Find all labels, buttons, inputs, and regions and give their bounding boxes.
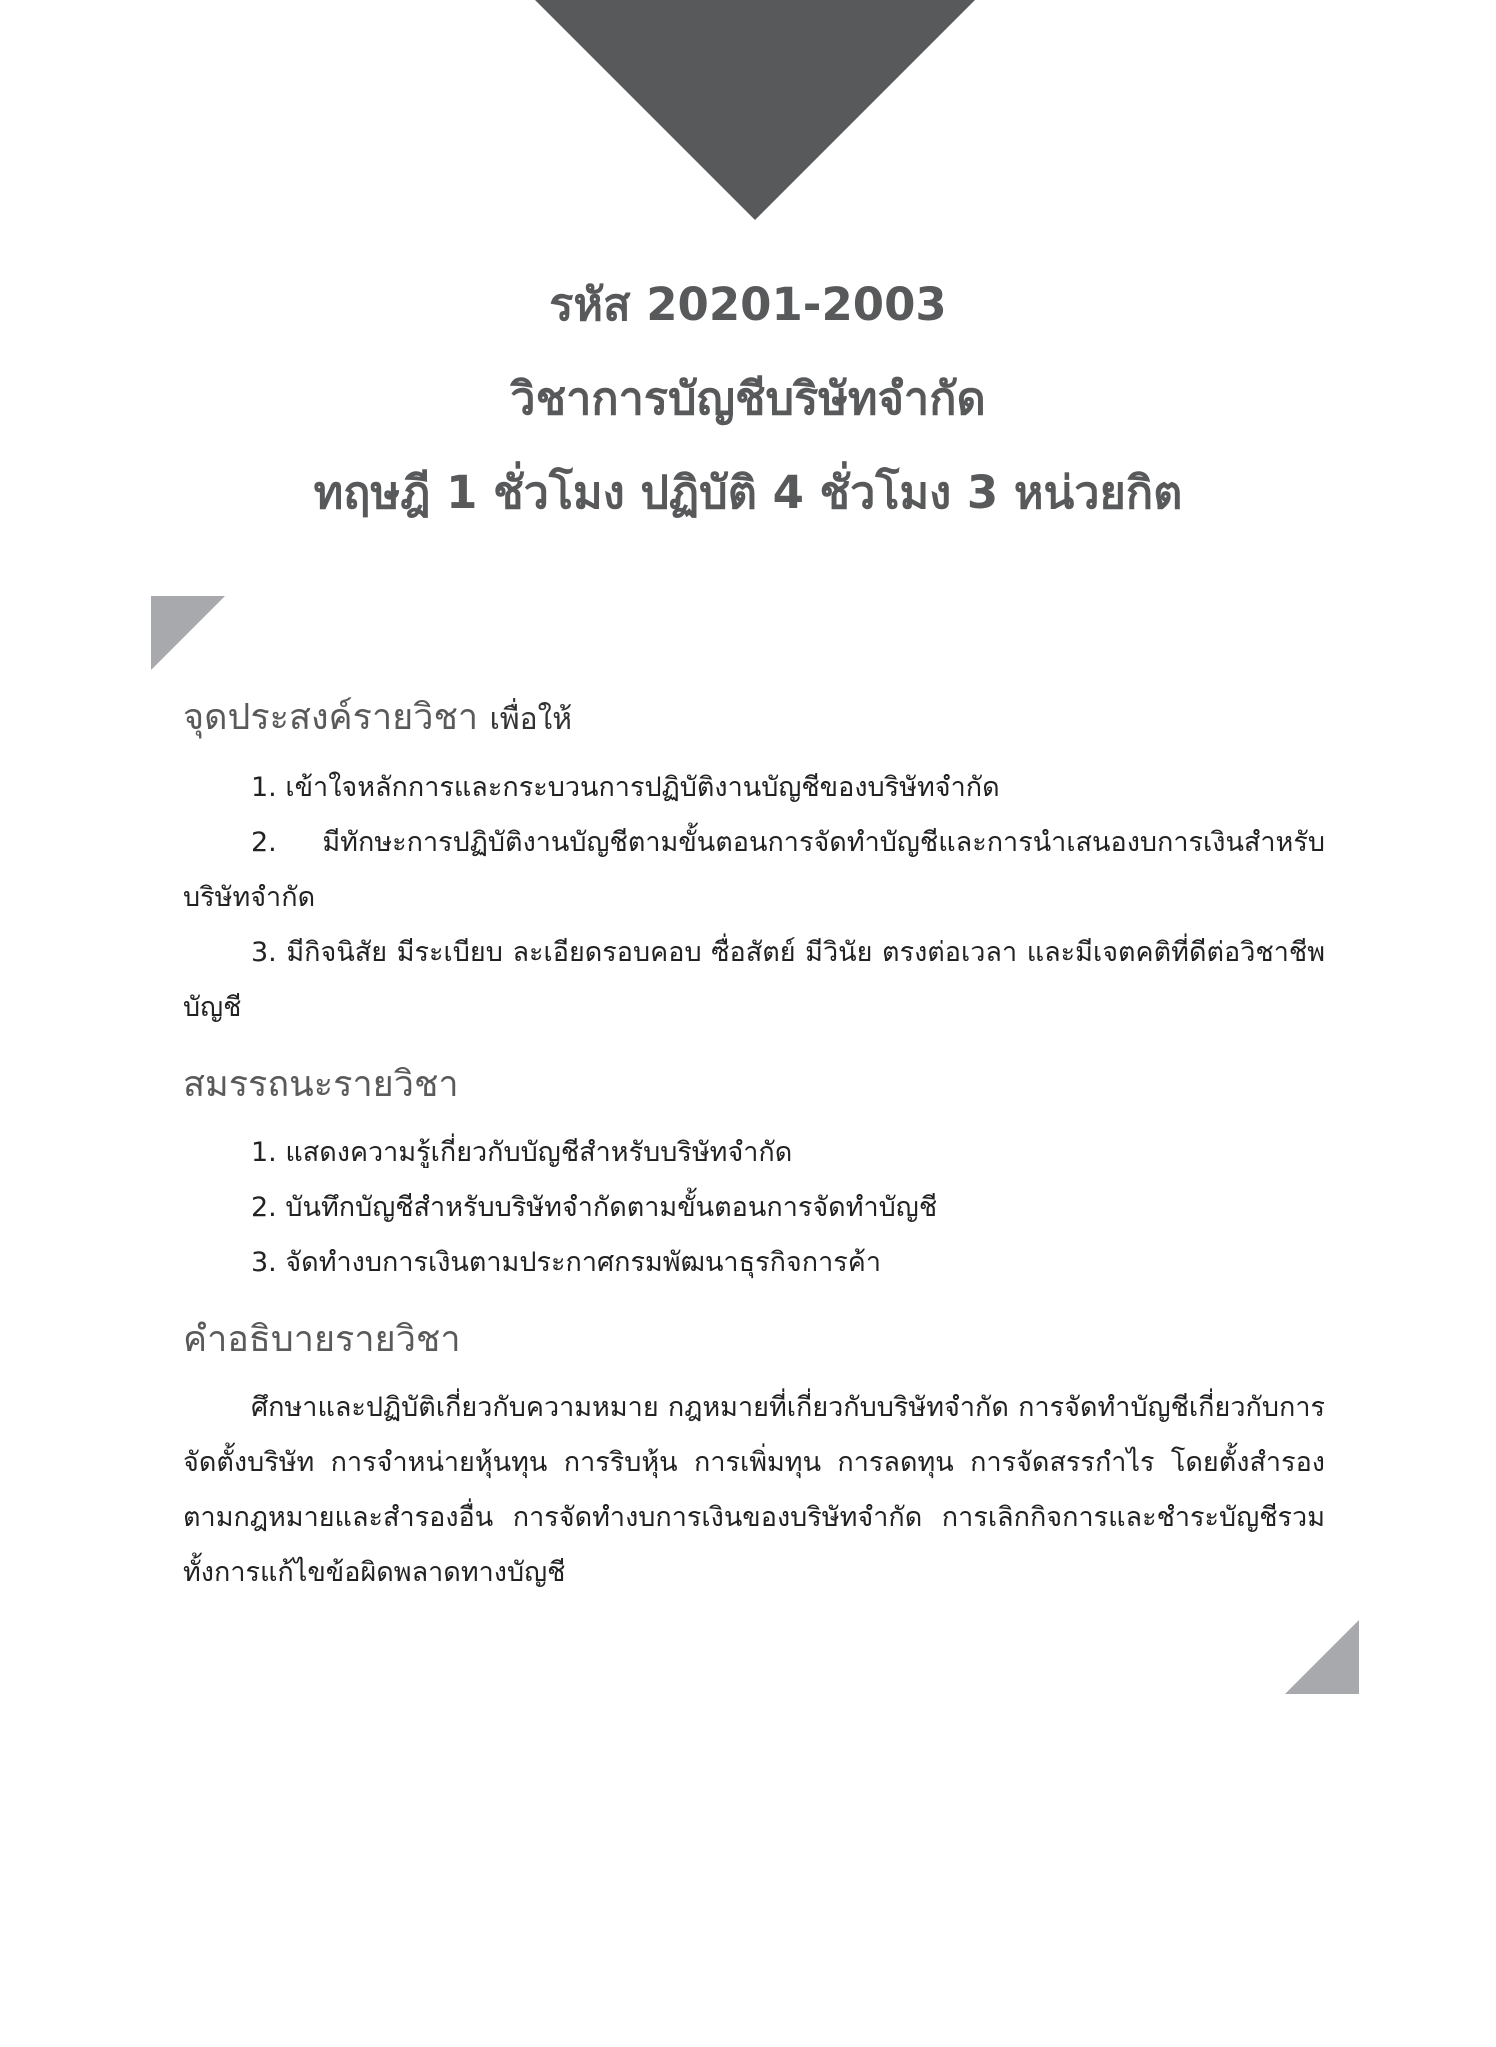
course-content bbox=[183, 690, 1325, 1622]
objective-item-2: 2. มีทักษะการปฏิบัติงานบัญชีตามขั้นตอนการจัดทำบัญชีและการนำเสนองบการเงินสำหรับบริษัทจำกัด bbox=[183, 827, 1325, 913]
course-name: วิชาการบัญชีบริษัทจำกัด bbox=[510, 372, 986, 425]
top-triangle-decoration bbox=[535, 0, 975, 220]
objectives-heading-text: จุดประสงค์รายวิชา bbox=[183, 697, 479, 738]
competency-item-3: 3. จัดทำงบการเงินตามประกาศกรมพัฒนาธุรกิจการค้า bbox=[251, 1247, 881, 1278]
left-corner-triangle-decoration bbox=[151, 596, 225, 670]
objective-item-3: 3. มีกิจนิสัย มีระเบียบ ละเอียดรอบคอบ ซื่อสัตย์ มีวินัย ตรงต่อเวลา และมีเจตคติที่ดีต่อวิชาชีพบัญชี bbox=[183, 937, 1325, 1023]
objectives-heading bbox=[183, 690, 1325, 748]
course-code: รหัส 20201-2003 bbox=[549, 278, 947, 331]
competency-item-2: 2. บันทึกบัญชีสำหรับบริษัทจำกัดตามขั้นตอนการจัดทำบัญชี bbox=[251, 1192, 938, 1223]
objectives-heading-suffix: เพื่อให้ bbox=[489, 702, 573, 737]
competencies-section bbox=[183, 1057, 1325, 1290]
description-text: ศึกษาและปฏิบัติเกี่ยวกับความหมาย กฎหมายที่เกี่ยวกับบริษัทจำกัด การจัดทำบัญชีเกี่ยวกับการจัดตั้งบริษัท การจำหน่ายหุ้นทุน การริบหุ้น การเพิ่มทุน การลดทุน การจัดสรรกำไร โดยตั้งสำรองตามกฎหมายและสำรองอื่น การจัดทำงบการเงินของบริษัทจำกัด การเลิกกิจการและชำระบัญชีรวมทั้งการแก้ไขข้อผิดพลาดทางบัญชี bbox=[183, 1392, 1325, 1588]
course-title-block bbox=[0, 258, 1496, 540]
competency-item-1: 1. แสดงความรู้เกี่ยวกับบัญชีสำหรับบริษัทจำกัด bbox=[251, 1137, 793, 1168]
description-heading: คำอธิบายรายวิชา bbox=[183, 1319, 461, 1360]
description-section bbox=[183, 1312, 1325, 1600]
course-hours-credits: ทฤษฎี 1 ชั่วโมง ปฏิบัติ 4 ชั่วโมง 3 หน่วยกิต bbox=[313, 466, 1183, 519]
competencies-heading: สมรรถนะรายวิชา bbox=[183, 1064, 459, 1105]
objectives-section bbox=[183, 690, 1325, 1035]
objective-item-1: 1. เข้าใจหลักการและกระบวนการปฏิบัติงานบัญชีของบริษัทจำกัด bbox=[251, 772, 1000, 803]
right-corner-triangle-decoration bbox=[1285, 1620, 1359, 1694]
